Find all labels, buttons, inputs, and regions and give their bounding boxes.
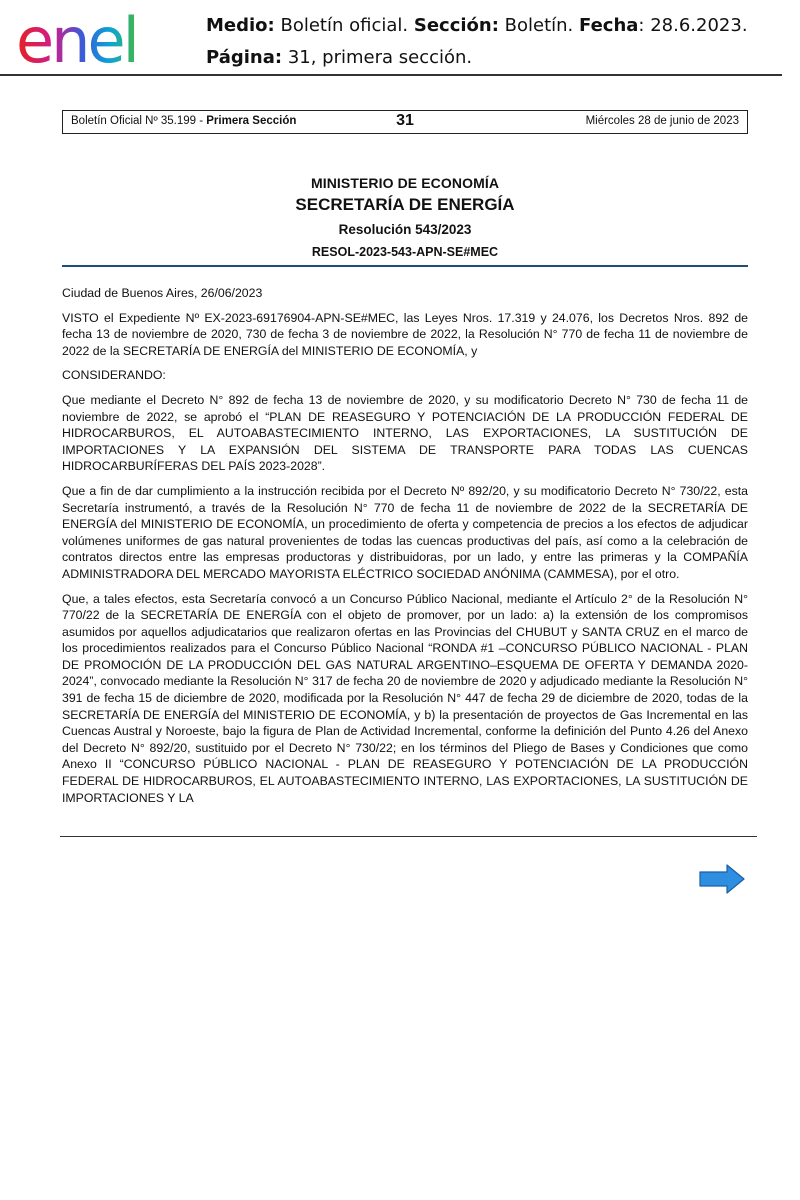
page-bottom-divider bbox=[60, 836, 757, 837]
header-divider bbox=[0, 74, 782, 76]
svg-text:enel: enel bbox=[16, 6, 137, 68]
resolution-title: Resolución 543/2023 bbox=[338, 222, 472, 237]
paragraph: CONSIDERANDO: bbox=[62, 368, 166, 383]
title-divider bbox=[62, 265, 748, 267]
bulletin-header bbox=[62, 110, 748, 134]
paragraph: Que a fin de dar cumplimiento a la instrucción recibida por el Decreto Nº 892/20, y su modificatorio Decreto N° 730/22, esta Secretaría instrumentó, a través de la Resolución N° 770 de fecha 11 de noviembre de 2022 de la SECRETARÍA DE ENERGÍA del MINISTERIO DE ECONOMÍA, un procedimiento de oferta y competencia de precios a los efectos de adjudicar volúmenes uniformes de gas natural provenientes de todas las cuencas productivas del país, así como a la celebración de contratos directos entre las empresas productoras y distribuidoras, por un lado, y entre las primeras y la COMPAÑÍA ADMINISTRADORA DEL MERCADO MAYORISTA ELÉCTRICO SOCIEDAD ANÓNIMA (CAMMESA), por el otro. bbox=[62, 483, 748, 581]
resolution-body bbox=[62, 285, 748, 806]
bulletin-page bbox=[62, 110, 748, 814]
resolution-code: RESOL-2023-543-APN-SE#MEC bbox=[311, 245, 499, 259]
clipping-line-2: Página: 31, primera sección. bbox=[206, 47, 473, 68]
bulletin-issue: Boletín Oficial Nº 35.199 - Primera Sección bbox=[71, 115, 297, 127]
secretariat-title: SECRETARÍA DE ENERGÍA bbox=[295, 195, 515, 214]
page-number: 31 bbox=[396, 112, 414, 129]
paragraph: VISTO el Expediente Nº EX-2023-69176904-APN-SE#MEC, las Leyes Nros. 17.319 y 24.076, los Decretos Nros. 892 de fecha 13 de noviembre de 2020, 730 de fecha 3 de noviembre de 2022, la Resolución N° 770 de fecha 11 de noviembre de 2022 de la SECRETARÍA DE ENERGÍA del MINISTERIO DE ECONOMÍA, y bbox=[62, 310, 748, 358]
resolution-titles bbox=[62, 174, 748, 261]
ministry-title: MINISTERIO DE ECONOMÍA bbox=[310, 175, 500, 191]
paragraph: Que, a tales efectos, esta Secretaría convocó a un Concurso Público Nacional, mediante el Artículo 2° de la Resolución N° 770/22 de la SECRETARÍA DE ENERGÍA con el objeto de promover, por un lado: a) la extensión de los compromisos asumidos por aquellos adjudicatarios que realizaron ofertas en las Provincias del CHUBUT y SANTA CRUZ en el marco de los procedimientos realizados para el Concurso Público Nacional “RONDA #1 –CONCURSO PÚBLICO NACIONAL - PLAN DE PROMOCIÓN DE LA PRODUCCIÓN DEL GAS NATURAL ARGENTINO–ESQUEMA DE OFERTA Y DEMANDA 2020-2024”, convocado mediante la Resolución N° 317 de fecha 20 de noviembre de 2020 y adjudicado mediante la Resolución N° 391 de fecha 15 de diciembre de 2020, modificada por la Resolución N° 447 de fecha 29 de diciembre de 2020, todas de la SECRETARÍA DE ENERGÍA del MINISTERIO DE ECONOMÍA, y b) la presentación de proyectos de Gas Incremental en las Cuencas Austral y Noroeste, bajo la figura de Plan de Actividad Incremental, conforme la definición del Punto 4.26 del Anexo del Decreto N° 892/20, sustituido por el Decreto N° 730/22; en los términos del Pliego de Bases y Condiciones que como Anexo II “CONCURSO PÚBLICO NACIONAL - PLAN DE REASEGURO Y POTENCIACIÓN DE LA PRODUCCIÓN FEDERAL DE HIDROCARBUROS, EL AUTOABASTECIMIENTO INTERNO, LAS EXPORTACIONES, LA SUSTITUCIÓN DE IMPORTACIONES Y LA bbox=[62, 591, 748, 805]
bulletin-date: Miércoles 28 de junio de 2023 bbox=[585, 115, 739, 127]
paragraph: Ciudad de Buenos Aires, 26/06/2023 bbox=[62, 286, 263, 300]
paragraph: Que mediante el Decreto N° 892 de fecha 13 de noviembre de 2020, y su modificatorio Decreto N° 730 de fecha 11 de noviembre de 2022, se aprobó el “PLAN DE REASEGURO Y POTENCIACIÓN DE LA PRODUCCIÓN FEDERAL DE HIDROCARBUROS, EL AUTOABASTECIMIENTO INTERNO, LAS EXPORTACIONES, LA SUSTITUCIÓN DE IMPORTACIONES Y LA EXPANSIÓN DEL SISTEMA DE TRANSPORTE PARA TODAS LAS CUENCAS HIDROCARBURÍFERAS DEL PAÍS 2023-2028”. bbox=[62, 392, 748, 474]
clipping-line-1: Medio: Boletín oficial. Sección: Boletín. Fecha: 28.6.2023. bbox=[206, 15, 748, 36]
enel-logo bbox=[16, 6, 181, 68]
arrow-right-icon[interactable] bbox=[697, 862, 747, 896]
clipping-metadata bbox=[206, 10, 748, 74]
